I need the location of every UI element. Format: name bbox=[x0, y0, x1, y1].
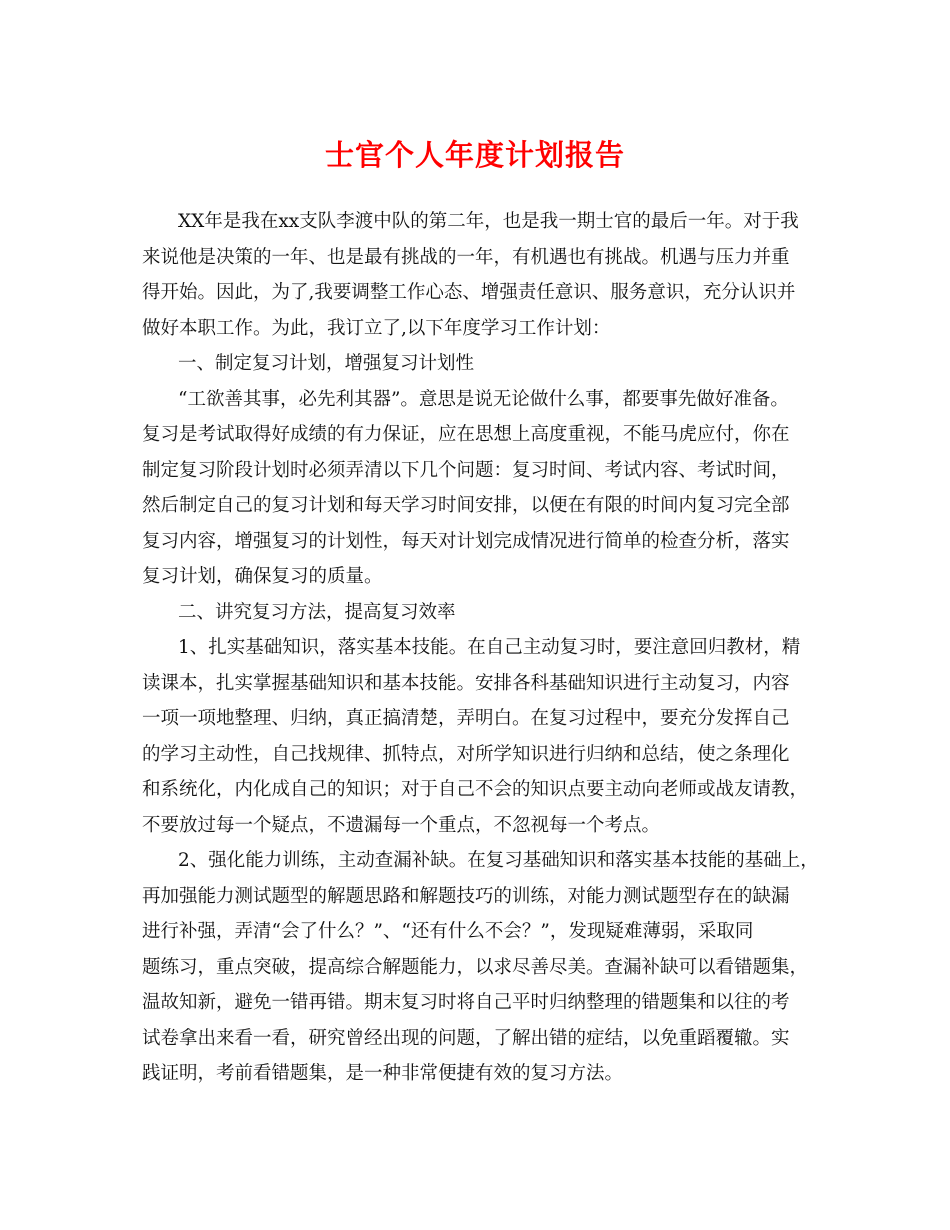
paragraph-line: 一项一项地整理、归纳，真正搞清楚，弄明白。在复习过程中，要充分发挥自己 bbox=[142, 708, 790, 729]
paragraph-line: 1、扎实基础知识，落实基本技能。在自己主动复习时，要注意回归教材，精 bbox=[178, 637, 801, 658]
paragraph-line: 题练习，重点突破，提高综合解题能力，以求尽善尽美。查漏补缺可以看错题集， bbox=[142, 956, 809, 978]
paragraph-line: 复习内容，增强复习的计划性，每天对计划完成情况进行简单的检查分析，落实 bbox=[142, 530, 790, 552]
paragraph-line: 读课本，扎实掌握基础知识和基本技能。安排各科基础知识进行主动复习，内容 bbox=[142, 672, 790, 694]
paragraph-line: 2、强化能力训练，主动查漏补缺。在复习基础知识和落实基本技能的基础上， bbox=[178, 850, 819, 871]
paragraph-line: “工欲善其事，必先利其器”。意思是说无论做什么事，都要事先做好准备。 bbox=[178, 388, 789, 410]
paragraph-line: 复习是考试取得好成绩的有力保证，应在思想上高度重视，不能马虎应付，你在 bbox=[142, 424, 790, 445]
paragraph-line: 的学习主动性，自己找规律、抓特点，对所学知识进行归纳和总结，使之条理化 bbox=[142, 743, 790, 765]
paragraph-line: XX年是我在xx支队李渡中队的第二年，也是我一期士官的最后一年。对于我 bbox=[178, 211, 799, 232]
paragraph-line: 试卷拿出来看一看，研究曾经出现的问题，了解出错的症结，以免重蹈覆辙。实 bbox=[142, 1027, 790, 1049]
paragraph-line: 再加强能力测试题型的解题思路和解题技巧的训练，对能力测试题型存在的缺漏 bbox=[142, 885, 790, 907]
paragraph-line: 不要放过每一个疑点，不遗漏每一个重点，不忽视每一个考点。 bbox=[142, 814, 661, 836]
paragraph-line: 进行补强，弄清“会了什么？”、“还有什么不会？”，发现疑难薄弱，采取同 bbox=[142, 921, 754, 942]
paragraph-line: 然后制定自己的复习计划和每天学习时间安排，以便在有限的时间内复习完全部 bbox=[142, 495, 790, 516]
paragraph-line: 和系统化，内化成自己的知识；对于自己不会的知识点要主动向老师或战友请教， bbox=[142, 779, 809, 800]
paragraph-line: 做好本职工作。为此，我订立了,以下年度学习工作计划： bbox=[142, 317, 611, 339]
paragraph-line: 温故知新，避免一错再错。期末复习时将自己平时归纳整理的错题集和以往的考 bbox=[142, 992, 790, 1013]
paragraph-line: 复习计划，确保复习的质量。 bbox=[142, 566, 383, 587]
document-title: 士官个人年度计划报告 bbox=[324, 138, 625, 172]
paragraph-line: 得开始。因此，为了,我要调整工作心态、增强责任意识、服务意识，充分认识并 bbox=[142, 282, 796, 303]
paragraph-line: 践证明，考前看错题集，是一种非常便捷有效的复习方法。 bbox=[142, 1063, 624, 1084]
paragraph-line: 制定复习阶段计划时必须弄清以下几个问题：复习时间、考试内容、考试时间， bbox=[142, 459, 790, 481]
document-body bbox=[142, 204, 822, 1092]
section-heading-2: 二、讲究复习方法，提高复习效率 bbox=[178, 601, 456, 623]
paragraph-line: 来说他是决策的一年、也是最有挑战的一年，有机遇也有挑战。机遇与压力并重 bbox=[142, 246, 790, 268]
section-heading-1: 一、制定复习计划，增强复习计划性 bbox=[178, 353, 475, 374]
